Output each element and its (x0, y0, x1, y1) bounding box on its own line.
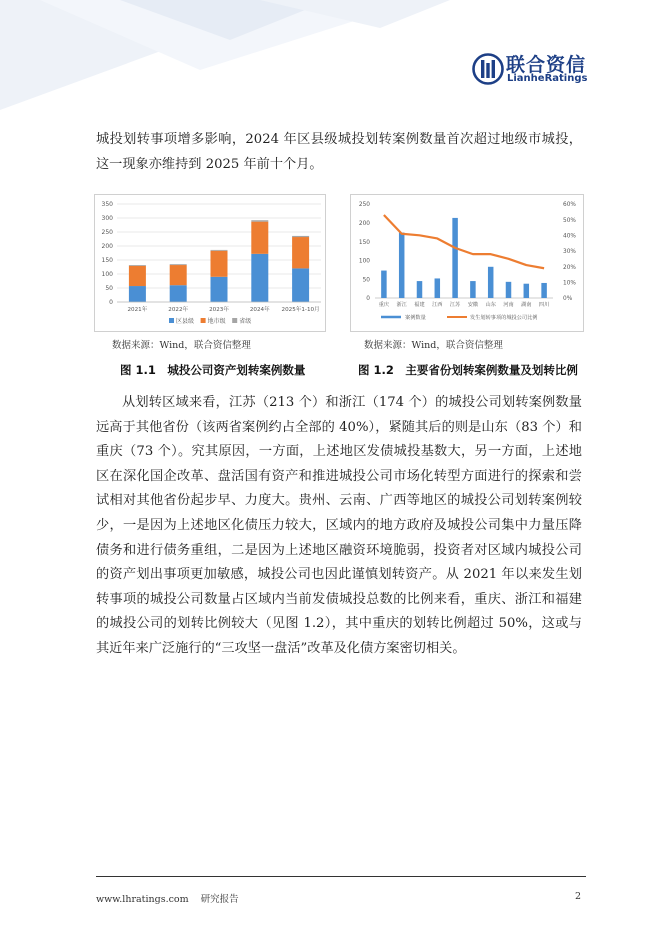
chart1-category-label: 2024年 (249, 307, 270, 313)
chart2-left-ytick-label: 100 (358, 258, 370, 265)
chart2-legend-label: 案例数量 (405, 315, 426, 321)
chart1-ytick-label: 350 (101, 201, 113, 209)
chart1-bar-segment (211, 250, 228, 251)
footer-website[interactable]: www.lhratings.com (96, 894, 189, 905)
figure-1-caption: 图 1.1 城投公司资产划转案例数量 (120, 363, 306, 377)
chart1-bar-segment (251, 220, 268, 221)
chart1-legend-swatch (201, 318, 206, 323)
chart1-bar-segment (170, 285, 187, 302)
chart2-bar (381, 271, 387, 298)
chart2-right-ytick-label: 60% (563, 202, 576, 209)
chart2-category-label: 湖南 (521, 302, 532, 308)
intro-paragraph: 城投划转事项增多影响，2024 年区县级城投划转案例数量首次超过地级市城投，这一现象亦维持到 2025 年前十个月。 (96, 132, 582, 172)
chart2-category-label: 江西 (432, 302, 443, 308)
chart2-category-label: 安徽 (467, 302, 479, 308)
chart1-category-label: 2023年 (209, 307, 229, 313)
figure-2-caption: 图 1.2 主要省份划转案例数量及划转比例 (358, 363, 578, 377)
chart1-bar-segment (129, 286, 146, 302)
chart1-bar-segment (251, 254, 268, 302)
chart2-category-label: 浙江 (396, 302, 407, 308)
chart1-ytick-label: 300 (101, 215, 113, 223)
chart1-legend-swatch (169, 318, 174, 323)
chart1-bar-segment (129, 266, 146, 286)
chart2-bar (399, 233, 405, 298)
page-number: 2 (575, 891, 582, 902)
chart2-right-ytick-label: 50% (563, 217, 576, 224)
chart2-left-ytick-label: 50 (362, 277, 370, 284)
chart1-bar-segment (211, 277, 228, 302)
logo-english-name: LianheRatings (507, 73, 588, 84)
chart1-bar-segment (211, 251, 228, 277)
chart2-legend-label: 发生划转事项的城投公司比例 (470, 315, 538, 321)
footer-info (96, 891, 251, 905)
chart1-ytick-label: 200 (101, 243, 113, 251)
chart1-bar-segment (292, 236, 309, 237)
chart1-category-label: 2025年1-10月 (281, 307, 320, 313)
figure-1-source: 数据来源：Wind，联合资信整理 (112, 340, 251, 351)
chart1-legend-label: 省级 (239, 317, 252, 325)
chart2-category-label: 四川 (538, 302, 550, 308)
body-paragraph: 从划转区域来看，江苏（213 个）和浙江（174 个）的城投公司划转案例数量远高于其他省份（该两省案例约占全部的 40%），紧随其后的则是山东（83 个）和重庆（73 个）。究其原因，一方面，上述地区发债城投基数大，另一方面，上述地区在深化国企改革、盘活国有资产和推进城投公司市场化转型方面进行的探索和尝试相对其他省份起步早、力度大。贵州、云南、广西等地区的城投公司划转案例较少，一是因为上述地区化债压力较大，区域内的地方政府及城投公司集中力量压降债务和进行债务重组，二是因为上述地区融资环境脆弱，投资者对区域内城投公司的资产划出事项更加敏感，城投公司也因此谨慎划转资产。从 2021 年以来发生划转事项的城投公司数量占区域内当前发债城投总数的比例来看，重庆、浙江和福建的城投公司的划转比例较大（见图 1.2），其中重庆的划转比例超过 50%，这或与其近年来广泛施行的“三攻坚一盘活”改革及化债方案密切相关。 (96, 395, 582, 656)
chart2-left-ytick-label: 200 (358, 221, 370, 227)
chart-1-container (94, 194, 326, 332)
chart1-bar-segment (170, 265, 187, 285)
chart-2-container (350, 194, 584, 332)
chart2-left-ytick-label: 150 (358, 239, 370, 246)
chart2-bar (417, 281, 423, 298)
footer-doc-type: 研究报告 (200, 894, 239, 905)
chart2-bar (524, 284, 530, 298)
chart2-category-label: 江苏 (449, 302, 461, 308)
chart1-ytick-label: 150 (101, 257, 113, 265)
chart1-ytick-label: 100 (101, 271, 113, 279)
chart2-left-ytick-label: 0 (366, 296, 370, 303)
footer-divider (96, 876, 586, 877)
chart2-right-ytick-label: 30% (563, 249, 576, 256)
chart2-bar (452, 218, 458, 298)
chart1-bar-segment (292, 237, 309, 268)
figure-2-source: 数据来源：Wind，联合资信整理 (364, 340, 503, 351)
chart1-ytick-label: 250 (101, 229, 113, 237)
chart2-bar (506, 282, 512, 298)
chart1-bar-segment (170, 264, 187, 265)
chart1-ytick-label: 50 (105, 285, 113, 293)
chart1-bar-segment (292, 268, 309, 302)
chart2-left-ytick-label: 250 (358, 202, 370, 209)
lianhe-logo (472, 50, 602, 90)
chart2-right-ytick-label: 10% (563, 280, 576, 287)
chart1-legend-label: 地市级 (207, 317, 226, 325)
chart2-right-ytick-label: 0% (563, 296, 573, 303)
chart2-right-ytick-label: 20% (563, 264, 576, 271)
logo-chinese-name: 联合资信 (506, 54, 587, 76)
chart2-category-label: 山东 (485, 302, 496, 308)
chart2-bar (435, 278, 441, 298)
chart1-bar-segment (129, 265, 146, 266)
chart2-right-ytick-label: 40% (563, 233, 576, 240)
chart1-bar-segment (251, 222, 268, 254)
chart1-category-label: 2021年 (127, 307, 148, 313)
chart1-legend-swatch (232, 318, 237, 323)
chart2-bar (470, 281, 476, 298)
chart1-ytick-label: 0 (109, 299, 113, 307)
chart2-bar (541, 283, 547, 298)
chart2-ratio-line (384, 215, 544, 268)
chart2-category-label: 河南 (503, 302, 514, 308)
lianhe-logo-icon (472, 52, 504, 86)
chart-2-svg (351, 195, 583, 331)
chart2-category-label: 福建 (414, 302, 425, 308)
chart2-category-label: 重庆 (378, 302, 390, 308)
chart-1-svg (95, 195, 325, 331)
chart1-legend-label: 区县级 (176, 317, 195, 325)
chart1-category-label: 2022年 (168, 307, 189, 313)
chart2-bar (488, 267, 494, 298)
